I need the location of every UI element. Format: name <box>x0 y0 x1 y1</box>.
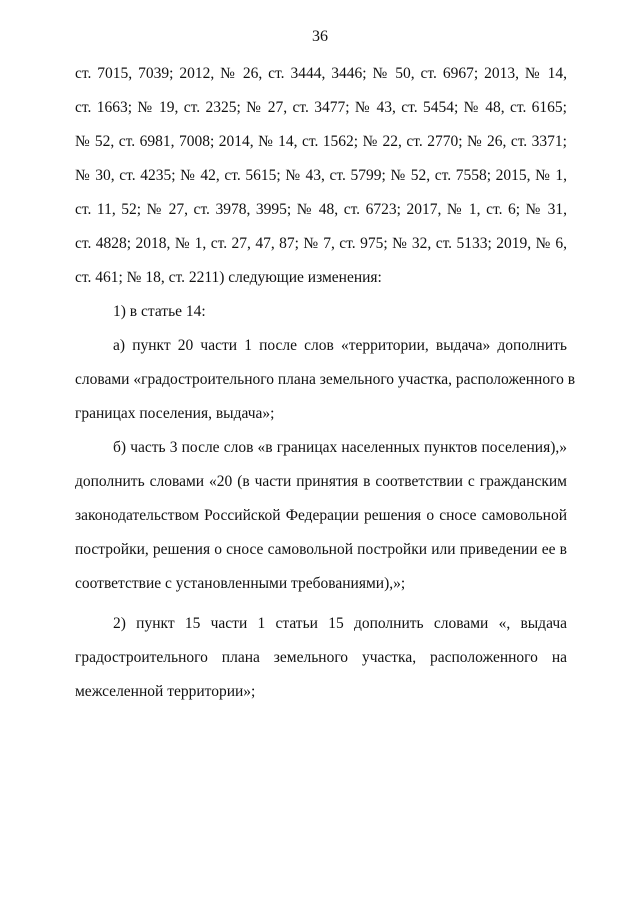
page-number: 36 <box>312 28 328 45</box>
text-line: соответствие с установленными требованиями),»; <box>75 575 406 592</box>
text-line: дополнить словами «20 (в части принятия в соответствии с гражданским <box>75 473 567 490</box>
list-item-heading: 1) в статье 14: <box>113 303 206 320</box>
text-line: словами «градостроительного плана земельного участка, расположенного в <box>75 371 576 388</box>
text-line: границах поселения, выдача»; <box>75 405 275 422</box>
text-line: а) пункт 20 части 1 после слов «территории, выдача» дополнить <box>113 337 567 354</box>
text-line: градостроительного плана земельного участка, расположенного на <box>75 649 567 666</box>
text-line: ст. 7015, 7039; 2012, № 26, ст. 3444, 3446; № 50, ст. 6967; 2013, № 14, <box>75 65 567 82</box>
text-line: ст. 461; № 18, ст. 2211) следующие изменения: <box>75 269 382 286</box>
text-line: ст. 4828; 2018, № 1, ст. 27, 47, 87; № 7, ст. 975; № 32, ст. 5133; 2019, № 6, <box>75 235 567 252</box>
text-line: постройки, решения о сносе самовольной постройки или приведении ее в <box>75 541 567 558</box>
text-line: 2) пункт 15 части 1 статьи 15 дополнить словами «, выдача <box>113 615 567 632</box>
text-line: законодательством Российской Федерации решения о сносе самовольной <box>75 507 567 524</box>
text-line: ст. 1663; № 19, ст. 2325; № 27, ст. 3477; № 43, ст. 5454; № 48, ст. 6165; <box>75 99 567 116</box>
text-line: № 52, ст. 6981, 7008; 2014, № 14, ст. 1562; № 22, ст. 2770; № 26, ст. 3371; <box>75 133 567 150</box>
text-line: № 30, ст. 4235; № 42, ст. 5615; № 43, ст. 5799; № 52, ст. 7558; 2015, № 1, <box>75 167 567 184</box>
text-line: ст. 11, 52; № 27, ст. 3978, 3995; № 48, ст. 6723; 2017, № 1, ст. 6; № 31, <box>75 201 567 218</box>
text-line: б) часть 3 после слов «в границах населенных пунктов поселения),» <box>113 439 567 456</box>
text-line: межселенной территории»; <box>75 683 256 700</box>
